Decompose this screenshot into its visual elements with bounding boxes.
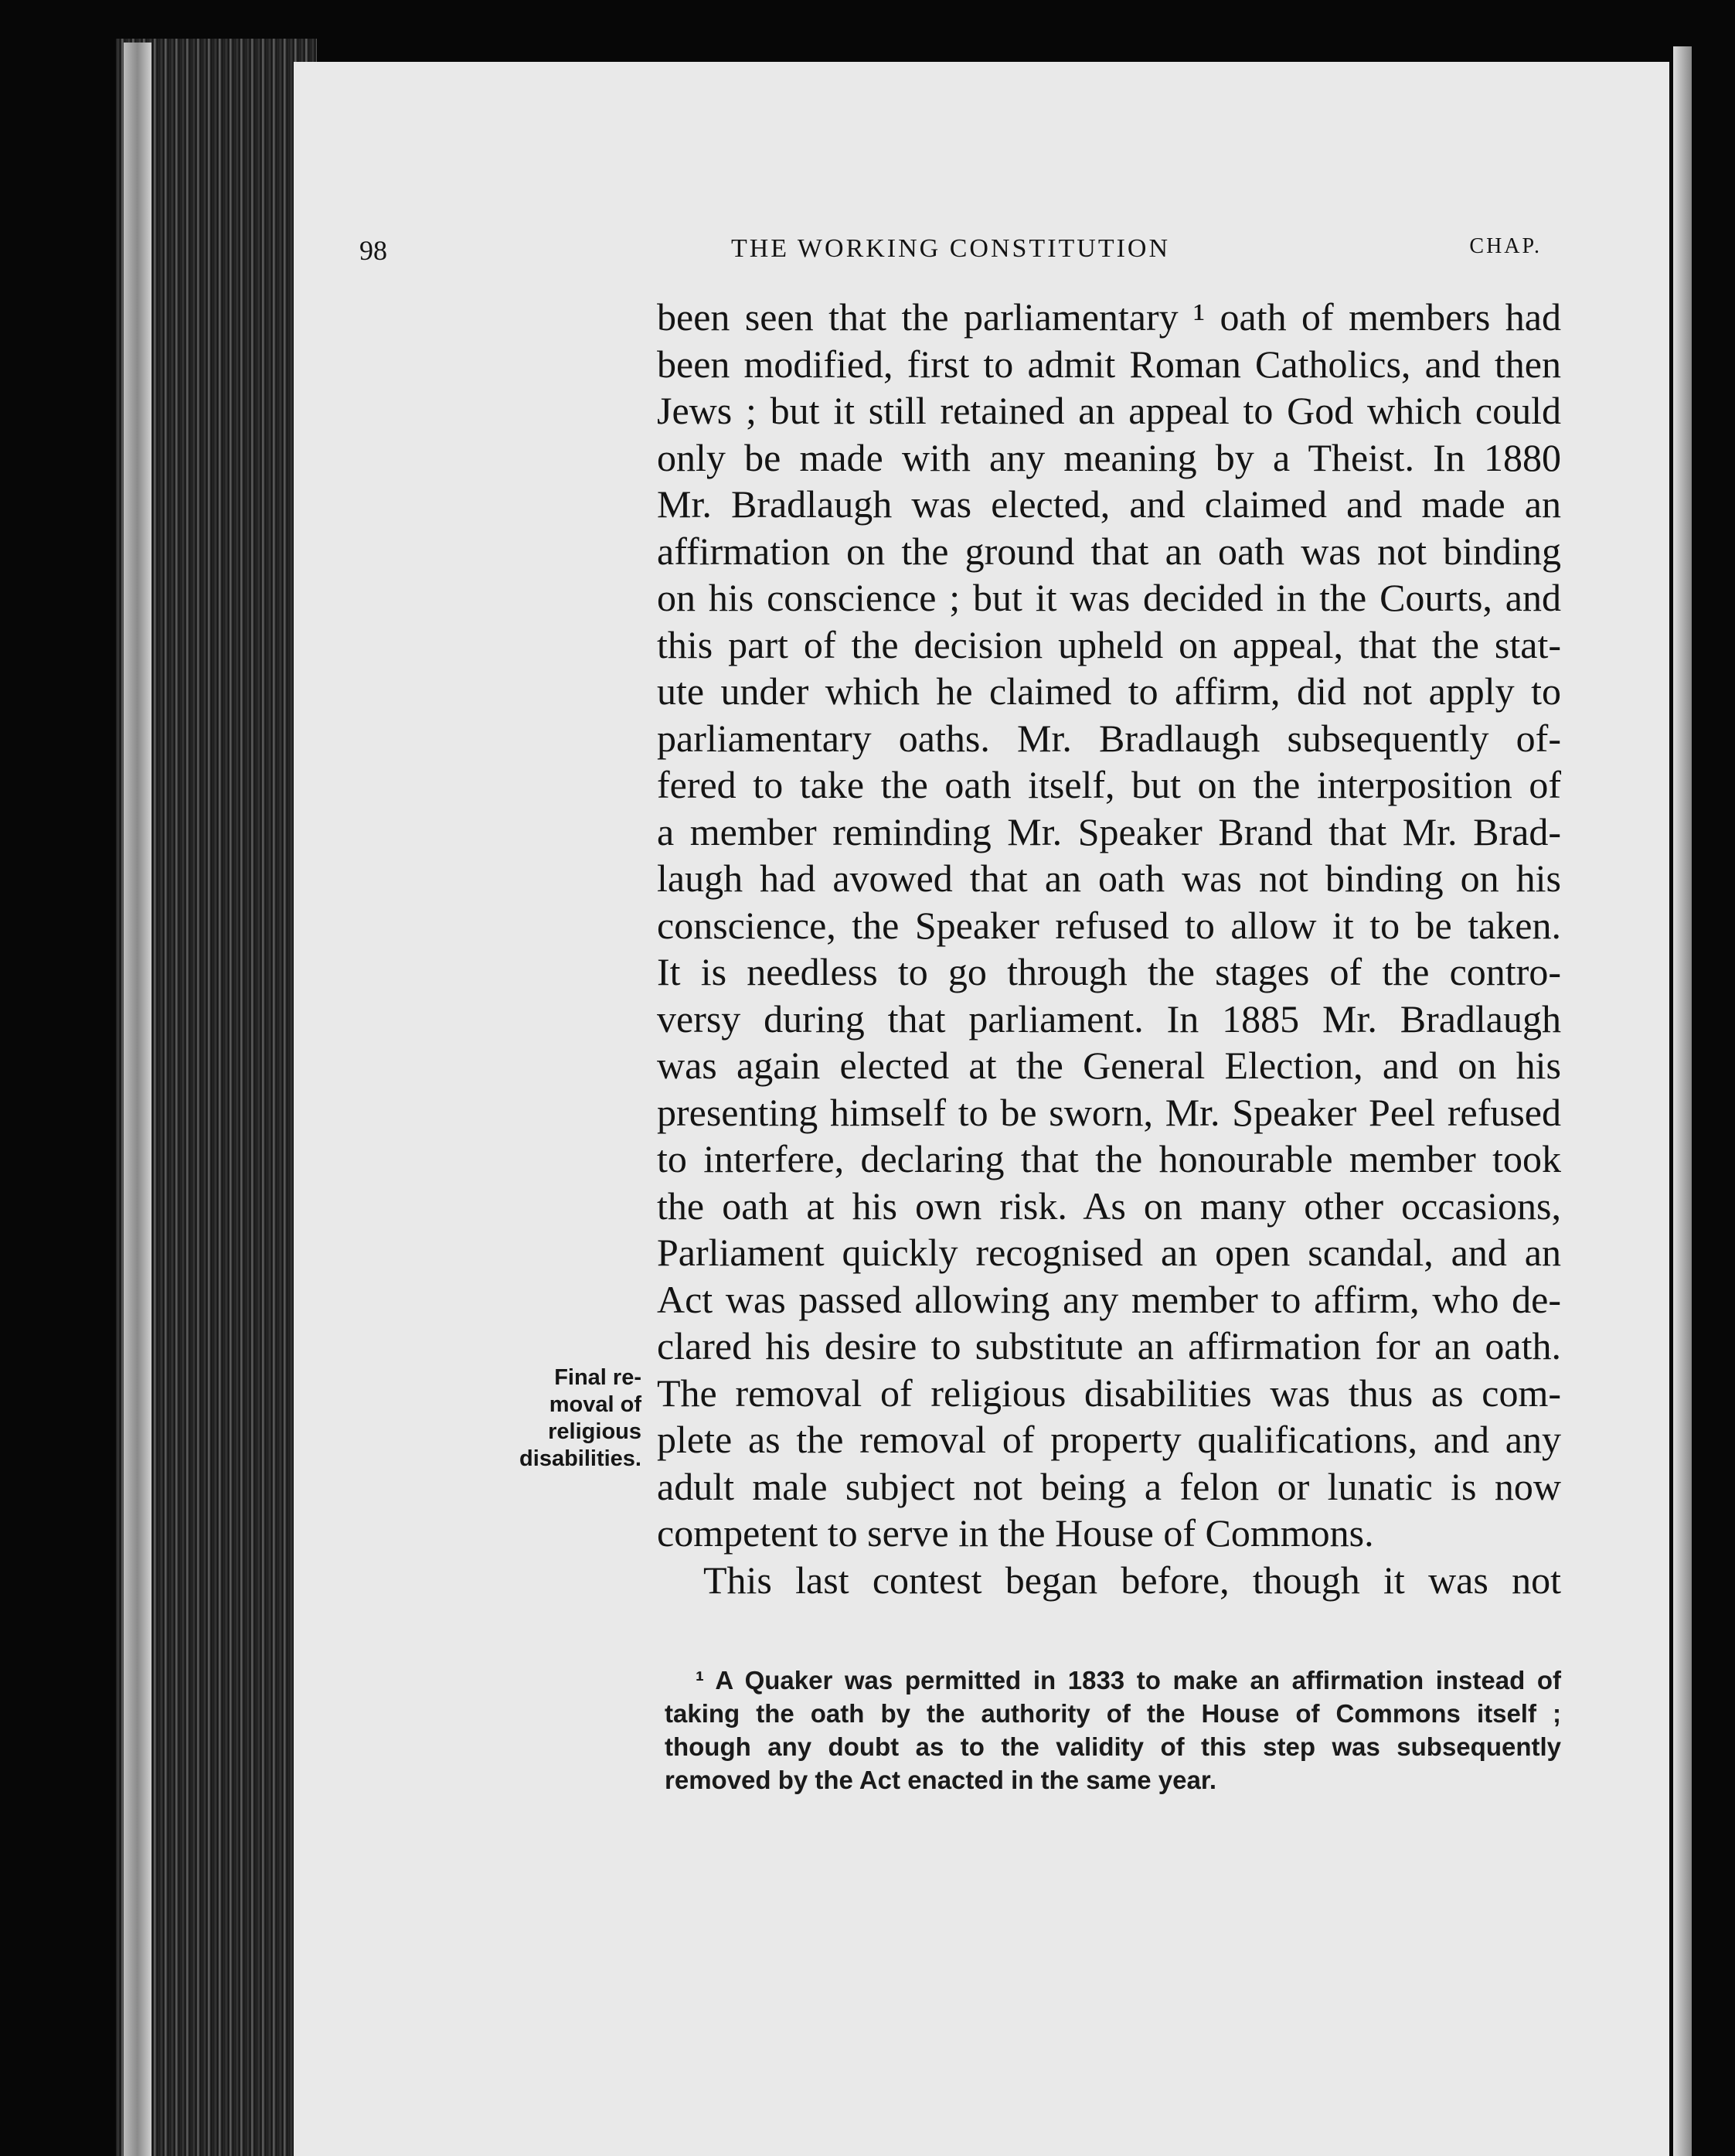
body-line: to interfere, declaring that the honourable member took — [657, 1137, 1561, 1180]
body-line: this part of the decision upheld on appeal, that the stat- — [657, 622, 1561, 666]
marginal-note — [495, 1364, 641, 1473]
body-line: Parliament quickly recognised an open scandal, and an — [657, 1231, 1561, 1274]
fore-edge-highlight — [124, 43, 151, 2156]
body-line: a member reminding Mr. Speaker Brand that Mr. Brad- — [657, 809, 1561, 853]
body-line: fered to take the oath itself, but on the interposition of — [657, 763, 1561, 806]
body-line: ute under which he claimed to affirm, did not apply to — [657, 669, 1561, 713]
chapter-abbreviation: CHAP. — [1469, 234, 1542, 258]
running-title: THE WORKING CONSTITUTION — [730, 234, 1171, 263]
footnote-line: taking the oath by the authority of the House of Commons itself ; — [665, 1699, 1561, 1728]
body-line: This last contest began before, though it was not — [703, 1558, 1561, 1602]
body-line: been modified, first to admit Roman Catholics, and then — [657, 342, 1561, 386]
body-line: was again elected at the General Election, and on his — [657, 1044, 1561, 1087]
marginal-note-line: moval of — [549, 1392, 641, 1417]
body-line: clared his desire to substitute an affirmation for an oath. — [657, 1324, 1561, 1368]
page-number: 98 — [359, 235, 387, 266]
body-line: It is needless to go through the stages of the contro- — [657, 950, 1561, 993]
right-page-edge — [1673, 46, 1692, 2156]
running-header — [359, 234, 1542, 273]
body-line: conscience, the Speaker refused to allow it to be taken. — [657, 903, 1561, 947]
body-line: on his conscience ; but it was decided in the Courts, and — [657, 576, 1561, 619]
body-line: adult male subject not being a felon or lunatic is now — [657, 1464, 1561, 1508]
body-text — [657, 294, 1561, 1603]
footnote-line: removed by the Act enacted in the same year. — [665, 1766, 1217, 1794]
body-line: plete as the removal of property qualifications, and any — [657, 1418, 1561, 1461]
body-line: competent to serve in the House of Commons. — [657, 1511, 1374, 1555]
footnote-line: though any doubt as to the validity of this step was subsequently — [665, 1732, 1561, 1761]
body-line: The removal of religious disabilities was thus as com- — [657, 1371, 1561, 1415]
body-line: Act was passed allowing any member to affirm, who de- — [657, 1277, 1561, 1321]
body-line: versy during that parliament. In 1885 Mr. Bradlaugh — [657, 996, 1561, 1041]
body-line: the oath at his own risk. As on many other occasions, — [657, 1184, 1561, 1228]
body-line: Mr. Bradlaugh was elected, and claimed and made an — [657, 482, 1561, 526]
body-line: affirmation on the ground that an oath was not binding — [657, 529, 1561, 573]
marginal-note-line: religious — [548, 1419, 641, 1444]
footnote — [665, 1664, 1561, 1797]
body-line: only be made with any meaning by a Theist. In 1880 — [657, 435, 1561, 479]
body-line: been seen that the parliamentary ¹ oath of members had — [657, 295, 1561, 339]
body-line: Jews ; but it still retained an appeal to God which could — [657, 389, 1561, 432]
body-line: laugh had avowed that an oath was not binding on his — [657, 857, 1561, 900]
body-line: parliamentary oaths. Mr. Bradlaugh subsequently of- — [657, 716, 1561, 760]
footnote-line: ¹ A Quaker was permitted in 1833 to make an affirmation instead of — [696, 1666, 1561, 1694]
body-line: presenting himself to be sworn, Mr. Speaker Peel refused — [657, 1090, 1561, 1134]
marginal-note-line: Final re- — [554, 1365, 641, 1390]
marginal-note-line: disabilities. — [519, 1446, 641, 1471]
